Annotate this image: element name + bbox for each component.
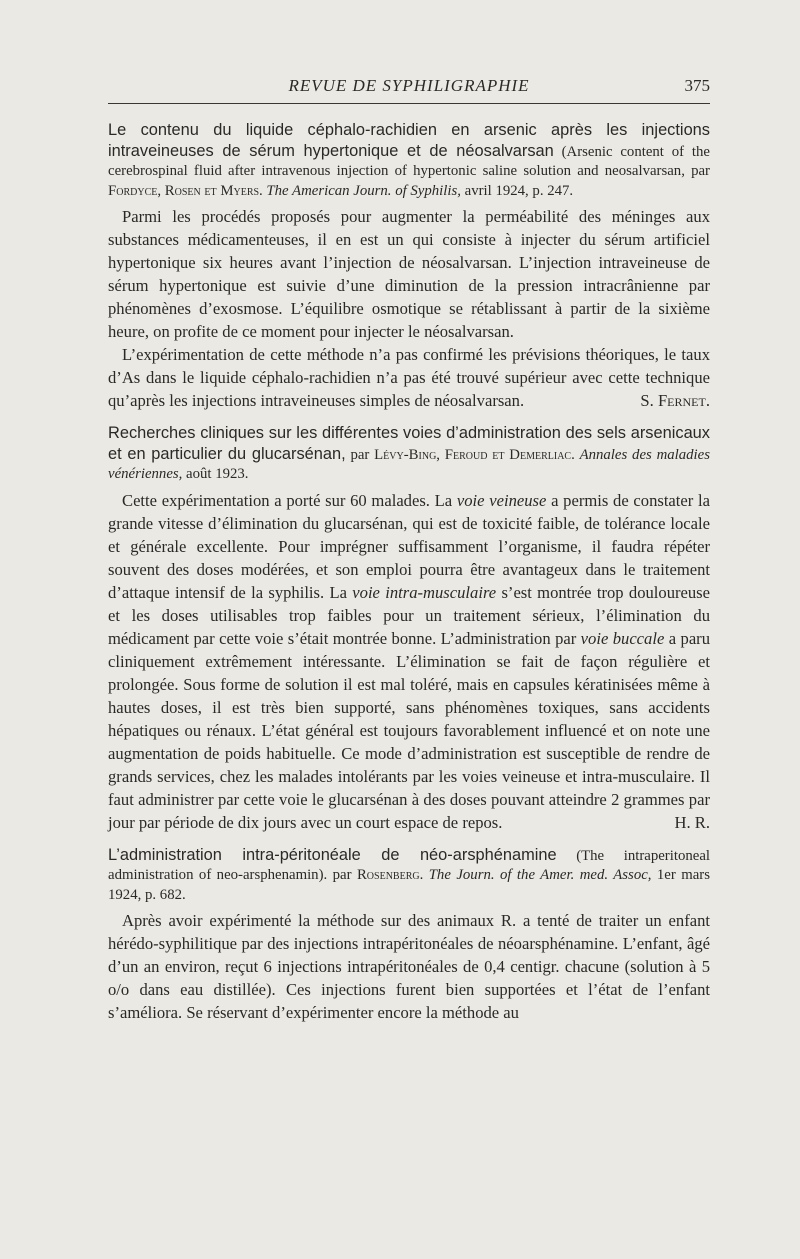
article-2-text-c: s’est montrée trop douloureuse et les doses utilisables trop faibles pour un traitement sérieux, l’élimination du médicament par cette voie s’était montrée bonne. L’administration par	[108, 582, 710, 648]
article-2-title: Recherches cliniques sur les différentes voies d’administration des sels arsenicaux et en particulier du glucarsénan,	[108, 424, 710, 463]
article-3-journal: The Journ. of the Amer. med. Assoc,	[428, 867, 652, 883]
article-1-signature: S. Fernet.	[640, 391, 710, 410]
article-1-source: (Arsenic content of the cerebrospinal fluid after intravenous injection of hypertonic saline solution and neosalvarsan, par	[108, 143, 710, 179]
article-2-authors: Lévy-Bing, Feroud et Demerliac.	[374, 446, 575, 463]
article-1-authors: Fordyce, Rosen et Myers.	[108, 182, 263, 199]
article-1-title: Le contenu du liquide céphalo-rachidien en arsenic après les injections intraveineuses de sérum hypertonique et de néosalvarsan	[108, 121, 710, 160]
article-3-authors: Rosenberg.	[356, 867, 424, 883]
page-number: 375	[684, 76, 710, 95]
article-2-emph-voie-intramusculaire: voie intra-musculaire	[352, 582, 497, 602]
header-rule	[108, 103, 710, 104]
page-header	[108, 76, 710, 100]
article-3-title: L’administration intra-péritonéale de néo-arsphénamine	[108, 845, 557, 864]
article-1-date: avril 1924, p. 247.	[464, 182, 574, 199]
article-3-date: 1er mars 1924, p. 682.	[108, 867, 710, 903]
article-1-paragraph-2-text: L’expérimentation de cette méthode n’a pas confirmé les prévisions théoriques, le taux d’As dans le liquide céphalo-rachidien n’a pas été trouvé supérieur avec cette technique qu’après les injections intraveineuses simples de néosalvarsan.	[108, 345, 710, 410]
article-3-source: (The intraperitoneal administration of neo-arsphenamin). par	[108, 847, 710, 883]
article-1	[108, 121, 710, 412]
article-3-reference	[108, 846, 710, 906]
article-2-reference	[108, 424, 710, 485]
article-1-paragraph-1: Parmi les procédés proposés pour augmenter la perméabilité des méninges aux substances médicamenteuses, il en est un qui consiste à injecter du sérum artificiel hypertonique six heures avant l’injection de néosalvarsan. L’injection intraveineuse de sérum hypertonique est suivie d’une diminution de la pression intracrânienne par phénomènes d’exosmose. L’équilibre osmotique se rétablissant à partir de la sixième heure, on profite de ce moment pour injecter le néosalvarsan.	[108, 207, 710, 341]
article-2-journal: Annales des maladies vénériennes,	[108, 446, 710, 482]
article-2-paragraph	[108, 489, 710, 834]
article-2-emph-voie-veineuse: voie veineuse	[456, 490, 547, 510]
article-3	[108, 846, 710, 1025]
article-1-reference	[108, 121, 710, 201]
article-2-text-b: a permis de constater la grande vitesse d’élimination du glucarsénan, qui est de toxicité faible, de tolérance locale et générale excellente. Pour imprégner suffisamment l’organisme, il faudra répéter souvent des doses modérées, et son emploi pourra être avantageux dans le traitement d’attaque intensif de la syphilis. La	[108, 490, 710, 602]
article-2-signature: H. R.	[674, 812, 710, 832]
article-1-paragraph-2	[108, 343, 710, 412]
article-2-source: par	[350, 446, 370, 463]
article-3-paragraph: Après avoir expérimenté la méthode sur des animaux R. a tenté de traiter un enfant hérédo-syphilitique par des injections intrapéritonéales de néoarsphénamine. L’enfant, âgé d’un an environ, reçut 6 injections intrapéritonéales de 0,4 centigr. chacune (solution à 5 o/o dans eau distillée). Ces injections furent bien supportées et l’état de l’enfant s’améliora. Se réservant d’expérimenter encore la méthode au	[108, 911, 710, 1022]
article-1-journal: The American Journ. of Syphilis,	[266, 182, 461, 199]
article-2	[108, 424, 710, 834]
running-title: REVUE DE SYPHILIGRAPHIE	[288, 76, 530, 95]
article-2-date: août 1923.	[186, 466, 249, 482]
article-2-text-d: a paru cliniquement extrêmement intéressante. L’élimination se fait de façon régulière et prolongée. Sous forme de solution il est mal toléré, mais en capsules kératinisées même à hautes doses, il est très bien supporté, sans phénomènes toxiques, sans accidents hépatiques ou rénaux. L’état général est toujours favorablement influencé et on note une augmentation de poids habituelle. Ce mode d’administration est susceptible de rendre de grands services, chez les malades intolérants par les voies veineuse et intra-musculaire. Il faut administrer par cette voie le glucarsénan à des doses pouvant atteindre 2 grammes par jour par période de dix jours avec un court espace de repos.	[108, 628, 711, 832]
article-2-text-a: Cette expérimentation a porté sur 60 malades. La	[122, 490, 457, 510]
page-body	[108, 121, 710, 1036]
article-2-emph-voie-buccale: voie buccale	[580, 628, 665, 648]
